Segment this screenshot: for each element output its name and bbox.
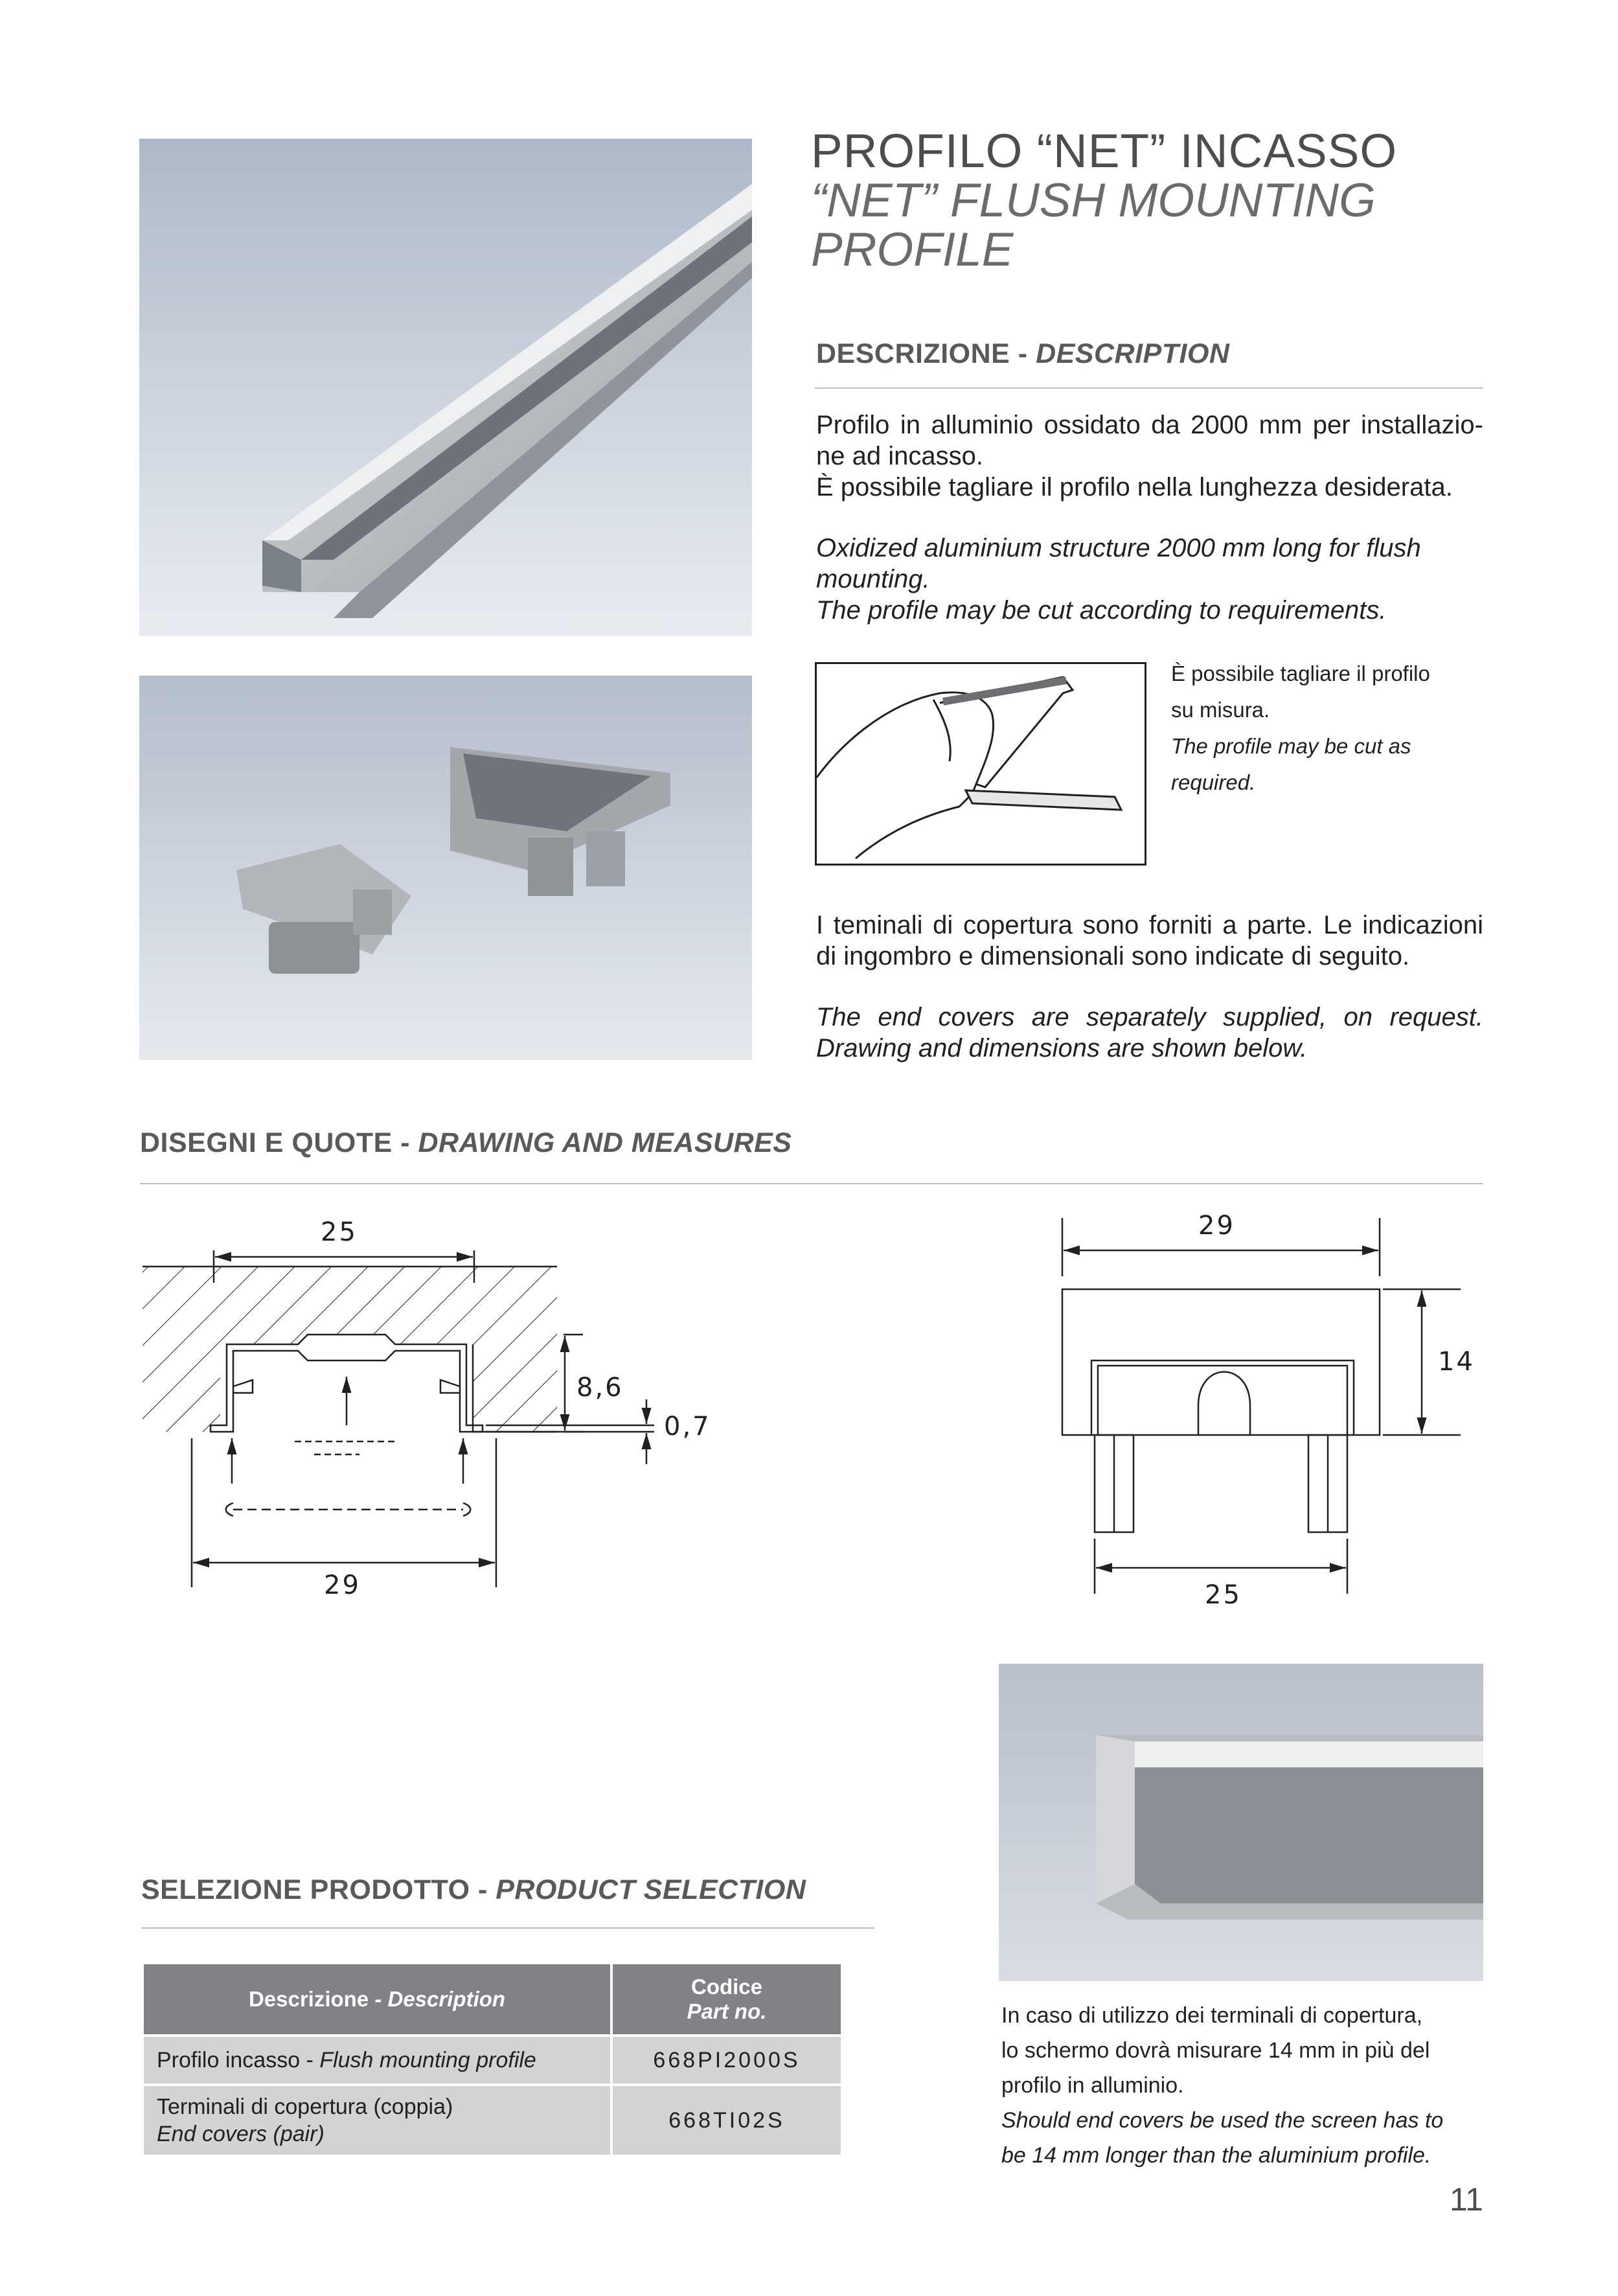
screen-note: In caso di utilizzo dei terminali di copertura, lo schermo dovrà misurare 14 mm in più del profilo in alluminio. Should end covers be used the screen has to be 14 mm longer than the aluminium profile.: [1001, 2003, 1444, 2168]
dim-bottom-width: 29: [324, 1570, 361, 1600]
profile-section-drawing: [136, 1205, 732, 1607]
cover-dim-bottom-width: 25: [1205, 1580, 1242, 1610]
page-number: 11: [1450, 2181, 1483, 2218]
end-cover-drawing: [1049, 1205, 1490, 1620]
cutting-illustration: [815, 662, 1146, 866]
screen-photo: [999, 1664, 1483, 1981]
selection-divider: [141, 1927, 874, 1929]
cut-note: È possibile tagliare il profilo su misura. The profile may be cut as required.: [1171, 661, 1430, 794]
product-table: [141, 1962, 843, 2157]
table-row: [144, 2086, 841, 2155]
end-covers-text-en: The end covers are separately supplied, on request. Drawing and dimensions are shown below.: [816, 1003, 1483, 1062]
description-divider: [815, 387, 1483, 389]
selection-heading: SELEZIONE PRODOTTO - PRODUCT SELECTION: [141, 1874, 806, 1905]
page-title: [811, 127, 1556, 275]
cover-dim-top-width: 29: [1198, 1211, 1235, 1241]
description-text-it: Profilo in alluminio ossidato da 2000 mm per installazio- ne ad incasso. È possibile tagliare il profilo nella lunghezza desiderata.: [816, 411, 1483, 501]
row-code: 668PI2000S: [613, 2037, 841, 2084]
description-heading: DESCRIZIONE - DESCRIPTION: [816, 338, 1230, 369]
row-description: Profilo incasso - Flush mounting profile: [144, 2037, 610, 2084]
hand-saw-icon: [817, 664, 1145, 864]
title-line-1: PROFILO “NET” INCASSO: [811, 125, 1398, 178]
end-covers-text-it: I teminali di copertura sono forniti a parte. Le indicazioni di ingombro e dimensionali sono indicate di seguito.: [816, 911, 1483, 970]
col-description: Descrizione - Description: [144, 1964, 610, 2034]
description-text-en: Oxidized aluminium structure 2000 mm long for flush mounting. The profile may be cut according to requirements.: [816, 534, 1421, 625]
dim-lip: 0,7: [664, 1412, 711, 1441]
profile-photo: [139, 139, 752, 636]
drawings-heading: DISEGNI E QUOTE - DRAWING AND MEASURES: [140, 1127, 792, 1158]
row-code: 668TI02S: [613, 2086, 841, 2155]
title-line-2: “NET” FLUSH MOUNTING: [811, 174, 1376, 227]
table-header-row: [144, 1964, 841, 2034]
row-description: Terminali di copertura (coppia) End covers (pair): [144, 2086, 610, 2155]
title-line-3: PROFILE: [811, 223, 1014, 276]
drawings-divider: [140, 1183, 1483, 1184]
dim-height: 8,6: [576, 1373, 624, 1403]
end-covers-photo: [139, 676, 752, 1060]
table-row: [144, 2037, 841, 2084]
dim-top-width: 25: [321, 1217, 358, 1247]
cover-dim-height: 14: [1438, 1347, 1475, 1377]
col-code: Codice Part no.: [613, 1964, 841, 2034]
